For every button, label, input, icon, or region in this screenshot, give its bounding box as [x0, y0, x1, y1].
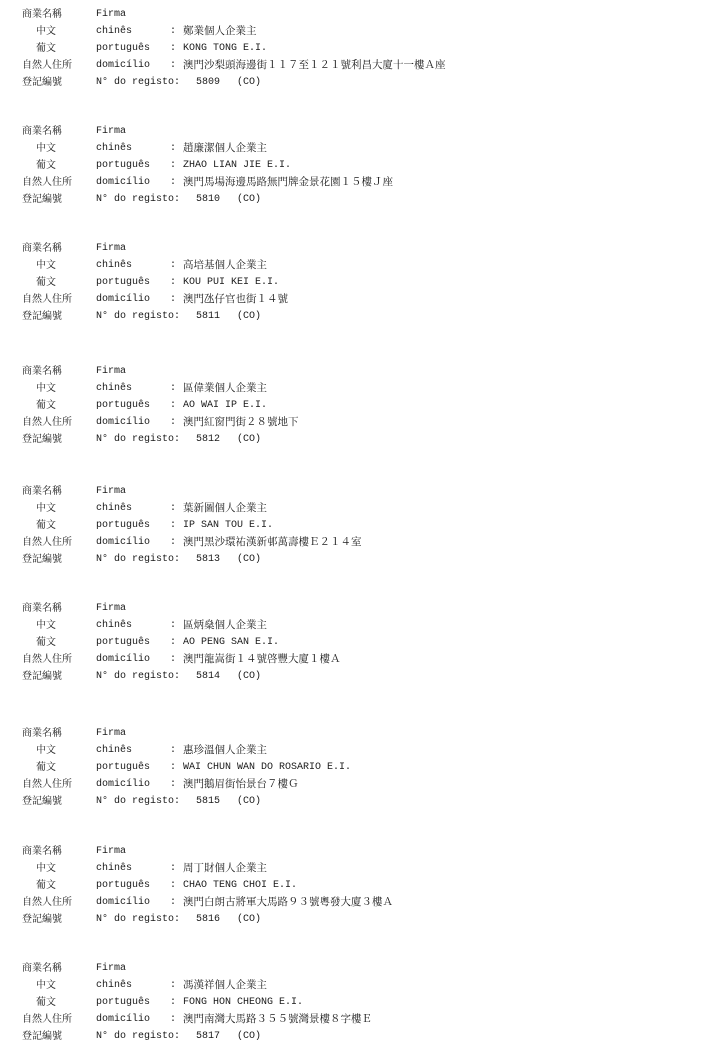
- portuguese-label-zh: 葡文: [36, 277, 56, 288]
- firm-label-pt: Firma: [96, 486, 127, 497]
- colon: :: [170, 1014, 177, 1025]
- firm-label-zh: 商業名稱: [22, 9, 62, 20]
- chinese-name-row: [22, 742, 682, 759]
- colon: :: [170, 745, 177, 756]
- chinese-name-row: [22, 860, 682, 877]
- registry-record: [22, 123, 682, 208]
- domicile-label-pt: domicílio: [96, 654, 151, 665]
- domicile-label-zh: 自然人住所: [22, 1014, 72, 1025]
- firm-label-zh: 商業名稱: [22, 126, 62, 137]
- colon: :: [170, 177, 177, 188]
- register-label-pt: N° do registo:: [96, 914, 181, 925]
- portuguese-label-zh: 葡文: [36, 43, 56, 54]
- portuguese-name-value: WAI CHUN WAN DO ROSARIO E.I.: [183, 762, 352, 773]
- colon: :: [170, 779, 177, 790]
- register-label-zh: 登記編號: [22, 77, 62, 88]
- portuguese-name-row: [22, 157, 682, 174]
- firm-label-zh: 商業名稱: [22, 603, 62, 614]
- registration-number: 5814: [196, 671, 221, 682]
- chinese-label-pt: chinês: [96, 745, 133, 756]
- colon: :: [170, 60, 177, 71]
- registration-number: 5817: [196, 1031, 221, 1042]
- register-label-zh: 登記編號: [22, 914, 62, 925]
- colon: :: [170, 520, 177, 531]
- portuguese-label-zh: 葡文: [36, 762, 56, 773]
- firm-label-zh: 商業名稱: [22, 728, 62, 739]
- domicile-row: [22, 57, 682, 74]
- portuguese-name-row: [22, 397, 682, 414]
- portuguese-label-pt: português: [96, 997, 151, 1008]
- portuguese-label-zh: 葡文: [36, 520, 56, 531]
- portuguese-name-row: [22, 877, 682, 894]
- chinese-name-row: [22, 140, 682, 157]
- firm-label-zh: 商業名稱: [22, 243, 62, 254]
- firm-header-row: [22, 960, 682, 977]
- registry-record: [22, 483, 682, 568]
- domicile-label-zh: 自然人住所: [22, 537, 72, 548]
- portuguese-name-value: IP SAN TOU E.I.: [183, 520, 274, 531]
- chinese-label-pt: chinês: [96, 503, 133, 514]
- register-label-zh: 登記編號: [22, 311, 62, 322]
- registration-type: (CO): [237, 1031, 262, 1042]
- registration-row: [22, 668, 682, 685]
- domicile-label-pt: domicílio: [96, 537, 151, 548]
- registration-number: 5810: [196, 194, 221, 205]
- register-label-pt: N° do registo:: [96, 77, 181, 88]
- registration-row: [22, 74, 682, 91]
- domicile-value: 澳門黑沙環祐漢新邨萬壽樓Ｅ２１４室: [183, 536, 362, 548]
- portuguese-label-pt: português: [96, 277, 151, 288]
- chinese-label-pt: chinês: [96, 260, 133, 271]
- firm-header-row: [22, 483, 682, 500]
- colon: :: [170, 417, 177, 428]
- colon: :: [170, 43, 177, 54]
- chinese-name-value: 區偉業個人企業主: [183, 382, 267, 394]
- portuguese-label-zh: 葡文: [36, 997, 56, 1008]
- registry-record: [22, 600, 682, 685]
- chinese-name-row: [22, 257, 682, 274]
- colon: :: [170, 997, 177, 1008]
- domicile-label-zh: 自然人住所: [22, 60, 72, 71]
- firm-label-pt: Firma: [96, 9, 127, 20]
- domicile-label-zh: 自然人住所: [22, 417, 72, 428]
- registry-record: [22, 240, 682, 325]
- domicile-row: [22, 174, 682, 191]
- domicile-label-pt: domicílio: [96, 779, 151, 790]
- registration-row: [22, 793, 682, 810]
- firm-header-row: [22, 123, 682, 140]
- firm-label-pt: Firma: [96, 846, 127, 857]
- register-label-pt: N° do registo:: [96, 434, 181, 445]
- domicile-value: 澳門鵝眉街怡景台７樓Ｇ: [183, 778, 299, 790]
- chinese-label-pt: chinês: [96, 980, 133, 991]
- portuguese-label-zh: 葡文: [36, 400, 56, 411]
- registration-row: [22, 551, 682, 568]
- firm-header-row: [22, 600, 682, 617]
- register-label-pt: N° do registo:: [96, 554, 181, 565]
- chinese-label-zh: 中文: [36, 620, 56, 631]
- chinese-label-zh: 中文: [36, 980, 56, 991]
- chinese-name-row: [22, 500, 682, 517]
- chinese-label-zh: 中文: [36, 260, 56, 271]
- domicile-row: [22, 894, 682, 911]
- registration-type: (CO): [237, 77, 262, 88]
- domicile-value: 澳門紅窗門街２８號地下: [183, 416, 299, 428]
- chinese-label-pt: chinês: [96, 383, 133, 394]
- portuguese-name-value: AO PENG SAN E.I.: [183, 637, 280, 648]
- chinese-label-zh: 中文: [36, 745, 56, 756]
- registration-row: [22, 1028, 682, 1045]
- colon: :: [170, 762, 177, 773]
- portuguese-name-row: [22, 40, 682, 57]
- registry-record: [22, 363, 682, 448]
- chinese-name-value: 周丁財個人企業主: [183, 862, 267, 874]
- chinese-name-row: [22, 977, 682, 994]
- portuguese-name-value: FONG HON CHEONG E.I.: [183, 997, 304, 1008]
- colon: :: [170, 654, 177, 665]
- registry-record: [22, 960, 682, 1045]
- domicile-value: 澳門沙梨頭海邊街１１７至１２１號利昌大廈十一樓Ａ座: [183, 59, 446, 71]
- portuguese-label-pt: português: [96, 880, 151, 891]
- portuguese-name-value: AO WAI IP E.I.: [183, 400, 268, 411]
- chinese-name-value: 鄭業個人企業主: [183, 25, 257, 37]
- registration-type: (CO): [237, 671, 262, 682]
- registration-number: 5813: [196, 554, 221, 565]
- domicile-row: [22, 776, 682, 793]
- chinese-label-zh: 中文: [36, 863, 56, 874]
- domicile-value: 澳門氹仔官也街１４號: [183, 293, 288, 305]
- registration-number: 5812: [196, 434, 221, 445]
- chinese-label-zh: 中文: [36, 383, 56, 394]
- registration-type: (CO): [237, 914, 262, 925]
- colon: :: [170, 143, 177, 154]
- portuguese-name-value: KONG TONG E.I.: [183, 43, 268, 54]
- colon: :: [170, 863, 177, 874]
- colon: :: [170, 637, 177, 648]
- register-label-pt: N° do registo:: [96, 194, 181, 205]
- domicile-row: [22, 1011, 682, 1028]
- chinese-name-value: 惠珍溫個人企業主: [183, 744, 267, 756]
- portuguese-label-pt: português: [96, 400, 151, 411]
- domicile-label-zh: 自然人住所: [22, 897, 72, 908]
- register-label-pt: N° do registo:: [96, 671, 181, 682]
- colon: :: [170, 160, 177, 171]
- register-label-zh: 登記編號: [22, 796, 62, 807]
- register-label-pt: N° do registo:: [96, 311, 181, 322]
- firm-label-pt: Firma: [96, 728, 127, 739]
- domicile-label-zh: 自然人住所: [22, 654, 72, 665]
- domicile-label-pt: domicílio: [96, 294, 151, 305]
- register-label-zh: 登記編號: [22, 1031, 62, 1042]
- registration-number: 5816: [196, 914, 221, 925]
- domicile-label-pt: domicílio: [96, 897, 151, 908]
- portuguese-name-row: [22, 634, 682, 651]
- domicile-label-zh: 自然人住所: [22, 779, 72, 790]
- firm-label-zh: 商業名稱: [22, 963, 62, 974]
- portuguese-label-pt: português: [96, 43, 151, 54]
- portuguese-label-pt: português: [96, 520, 151, 531]
- domicile-value: 澳門馬場海邊馬路無門牌金景花園１５樓Ｊ座: [183, 176, 393, 188]
- domicile-row: [22, 291, 682, 308]
- domicile-row: [22, 414, 682, 431]
- domicile-label-pt: domicílio: [96, 1014, 151, 1025]
- colon: :: [170, 294, 177, 305]
- portuguese-label-zh: 葡文: [36, 880, 56, 891]
- registration-row: [22, 308, 682, 325]
- portuguese-label-zh: 葡文: [36, 637, 56, 648]
- register-label-zh: 登記編號: [22, 434, 62, 445]
- registry-record: [22, 725, 682, 810]
- colon: :: [170, 537, 177, 548]
- chinese-name-row: [22, 380, 682, 397]
- chinese-name-value: 高培基個人企業主: [183, 259, 267, 271]
- chinese-name-row: [22, 617, 682, 634]
- portuguese-name-row: [22, 517, 682, 534]
- registration-number: 5811: [196, 311, 221, 322]
- portuguese-label-zh: 葡文: [36, 160, 56, 171]
- portuguese-label-pt: português: [96, 160, 151, 171]
- registration-number: 5815: [196, 796, 221, 807]
- firm-label-pt: Firma: [96, 366, 127, 377]
- register-label-pt: N° do registo:: [96, 1031, 181, 1042]
- firm-label-zh: 商業名稱: [22, 486, 62, 497]
- firm-header-row: [22, 843, 682, 860]
- register-label-zh: 登記編號: [22, 671, 62, 682]
- registration-type: (CO): [237, 311, 262, 322]
- domicile-value: 澳門南灣大馬路３５５號灣景樓８字樓Ｅ: [183, 1013, 372, 1025]
- domicile-value: 澳門白朗古將軍大馬路９３號粵發大廈３樓Ａ: [183, 896, 393, 908]
- registration-number: 5809: [196, 77, 221, 88]
- register-label-zh: 登記編號: [22, 194, 62, 205]
- register-label-pt: N° do registo:: [96, 796, 181, 807]
- chinese-label-pt: chinês: [96, 863, 133, 874]
- chinese-label-zh: 中文: [36, 143, 56, 154]
- domicile-row: [22, 651, 682, 668]
- registration-type: (CO): [237, 554, 262, 565]
- colon: :: [170, 620, 177, 631]
- firm-header-row: [22, 363, 682, 380]
- colon: :: [170, 260, 177, 271]
- chinese-label-zh: 中文: [36, 503, 56, 514]
- firm-label-pt: Firma: [96, 243, 127, 254]
- chinese-name-value: 區炳燊個人企業主: [183, 619, 267, 631]
- firm-label-pt: Firma: [96, 126, 127, 137]
- domicile-value: 澳門龍嵩街１４號啓豐大廈１樓Ａ: [183, 653, 341, 665]
- firm-label-pt: Firma: [96, 603, 127, 614]
- chinese-label-pt: chinês: [96, 620, 133, 631]
- chinese-label-pt: chinês: [96, 143, 133, 154]
- firm-label-zh: 商業名稱: [22, 366, 62, 377]
- registration-type: (CO): [237, 194, 262, 205]
- colon: :: [170, 26, 177, 37]
- firm-header-row: [22, 725, 682, 742]
- domicile-label-pt: domicílio: [96, 60, 151, 71]
- colon: :: [170, 277, 177, 288]
- firm-label-zh: 商業名稱: [22, 846, 62, 857]
- chinese-name-value: 葉新圖個人企業主: [183, 502, 267, 514]
- firm-label-pt: Firma: [96, 963, 127, 974]
- colon: :: [170, 897, 177, 908]
- chinese-name-value: 趙廉潔個人企業主: [183, 142, 267, 154]
- portuguese-name-value: KOU PUI KEI E.I.: [183, 277, 280, 288]
- colon: :: [170, 880, 177, 891]
- registration-row: [22, 191, 682, 208]
- registration-row: [22, 911, 682, 928]
- portuguese-label-pt: português: [96, 637, 151, 648]
- register-label-zh: 登記編號: [22, 554, 62, 565]
- colon: :: [170, 980, 177, 991]
- domicile-label-zh: 自然人住所: [22, 294, 72, 305]
- firm-header-row: [22, 240, 682, 257]
- domicile-label-pt: domicílio: [96, 417, 151, 428]
- registration-type: (CO): [237, 796, 262, 807]
- chinese-label-pt: chinês: [96, 26, 133, 37]
- chinese-label-zh: 中文: [36, 26, 56, 37]
- domicile-row: [22, 534, 682, 551]
- firm-header-row: [22, 6, 682, 23]
- domicile-label-zh: 自然人住所: [22, 177, 72, 188]
- registry-record: [22, 6, 682, 91]
- chinese-name-row: [22, 23, 682, 40]
- portuguese-name-row: [22, 994, 682, 1011]
- registration-type: (CO): [237, 434, 262, 445]
- colon: :: [170, 400, 177, 411]
- portuguese-name-row: [22, 759, 682, 776]
- registration-row: [22, 431, 682, 448]
- portuguese-name-value: CHAO TENG CHOI E.I.: [183, 880, 298, 891]
- portuguese-label-pt: português: [96, 762, 151, 773]
- colon: :: [170, 383, 177, 394]
- chinese-name-value: 馮漢祥個人企業主: [183, 979, 267, 991]
- colon: :: [170, 503, 177, 514]
- domicile-label-pt: domicílio: [96, 177, 151, 188]
- portuguese-name-row: [22, 274, 682, 291]
- portuguese-name-value: ZHAO LIAN JIE E.I.: [183, 160, 292, 171]
- registry-record: [22, 843, 682, 928]
